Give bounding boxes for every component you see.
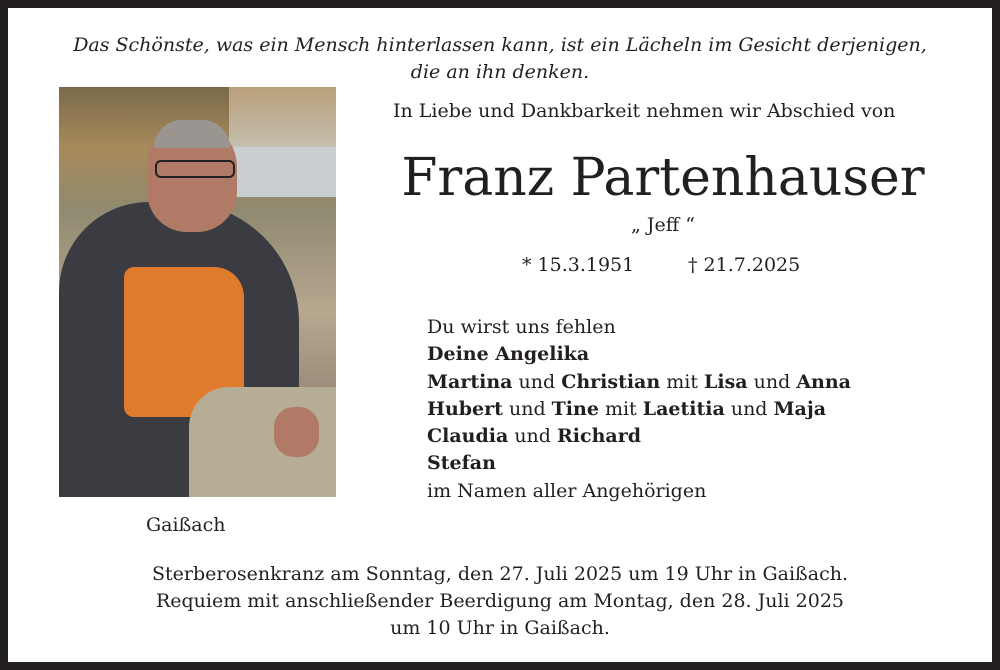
intro-text: In Liebe und Dankbarkeit nehmen wir Abschied von <box>393 100 896 122</box>
family-closing: im Namen aller Angehörigen <box>427 479 707 502</box>
service-line: um 10 Uhr in Gaißach. <box>390 617 610 639</box>
service-details <box>0 561 1000 642</box>
memorial-quote <box>0 32 1000 86</box>
family-opening: Du wirst uns fehlen <box>427 316 616 338</box>
family-list <box>427 314 851 505</box>
death-date: † 21.7.2025 <box>688 254 801 276</box>
deceased-name: Franz Partenhauser <box>401 148 925 208</box>
portrait-photo <box>59 87 336 497</box>
family-line: Stefan <box>427 452 496 475</box>
quote-line: Das Schönste, was ein Mensch hinterlassen kann, ist ein Lächeln im Gesicht derjenigen, <box>73 34 927 56</box>
family-line: Hubert und Tine mit Laetitia und Maja <box>427 397 827 420</box>
place-name: Gaißach <box>146 514 226 536</box>
service-line: Requiem mit anschließender Beerdigung am Montag, den 28. Juli 2025 <box>155 590 845 612</box>
family-line: Martina und Christian mit Lisa und Anna <box>427 370 851 393</box>
nickname: „ Jeff “ <box>631 214 695 236</box>
family-line: Claudia und Richard <box>427 425 641 448</box>
family-line: Deine Angelika <box>427 343 590 366</box>
quote-line: die an ihn denken. <box>410 61 590 83</box>
service-line: Sterberosenkranz am Sonntag, den 27. Juli 2025 um 19 Uhr in Gaißach. <box>152 563 848 585</box>
birth-date: * 15.3.1951 <box>522 254 635 276</box>
